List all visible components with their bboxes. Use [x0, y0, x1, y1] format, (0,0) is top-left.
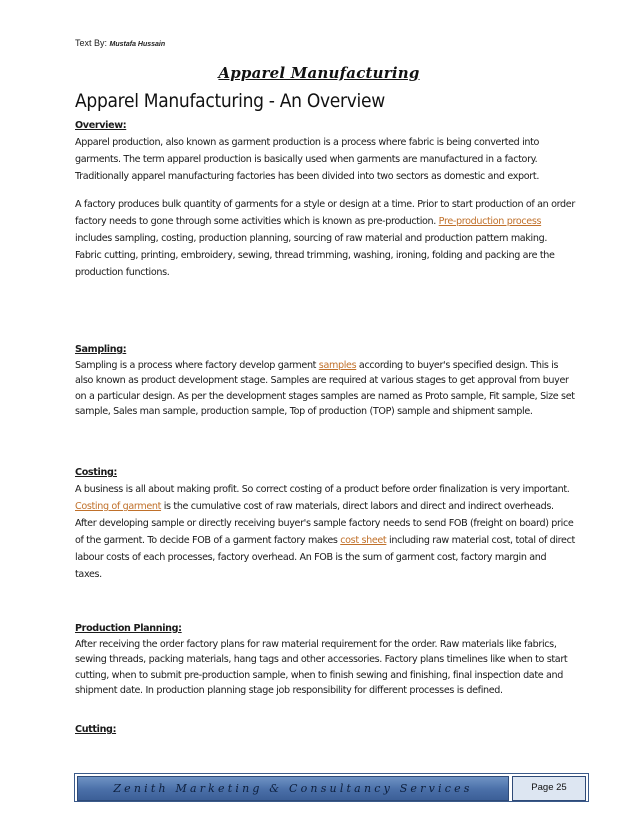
document-title: Apparel Manufacturing — [218, 64, 420, 82]
sampling-text-end: according to buyer's specified design. This is also known as product development stage. Samples are required at various stages to get approval from buyer on a particular design. As per the development stages samples are named as Proto sample, Fit sample, Size set sample, Sales man sample, production sample, Top of production (TOP) sample and shipment sample. — [75, 359, 575, 417]
cutting-heading: Cutting: — [75, 724, 117, 735]
overview-p2-end: includes sampling, costing, production planning, sourcing of raw material and production pattern making. Fabric cutting, printing, embroidery, sewing, thread trimming, washing, ironing, folding and packing are the production functions. — [75, 233, 555, 278]
planning-paragraph: After receiving the order factory plans for raw material requirement for the order. Raw materials like fabrics, sewing threads, packing materials, hang tags and other accessories. Factory plans timelines like when to start cutting, when to submit pre-production sample, when to finish sewing and finishing, final inspection date and shipment date. In production planning stage job responsibility for different processes is defined. — [75, 638, 568, 696]
header-prefix: Text By: — [75, 38, 108, 48]
costing-text-c: including raw material cost, total of direct labour costs of each processes, factory overhead. An FOB is the sum of garment cost, factory margin and taxes. — [75, 535, 575, 580]
footer-company-name: Zenith Marketing & Consultancy Services — [113, 782, 473, 795]
overview-paragraph-2 — [75, 196, 575, 281]
section-title: Apparel Manufacturing - An Overview — [75, 90, 385, 112]
header-author: Mustafa Hussain — [109, 41, 166, 48]
footer-company-band — [77, 776, 509, 801]
overview-paragraph-1: Apparel production, also known as garment production is a process where fabric is being converted into garments. The term apparel production is basically used when garments are manufactured in a factory. Traditionally apparel manufacturing factories has been divided into two sectors as domestic and export. — [75, 137, 540, 182]
overview-section — [75, 117, 575, 281]
cutting-section — [75, 721, 575, 738]
overview-heading: Overview: — [75, 120, 127, 131]
planning-heading: Production Planning: — [75, 623, 182, 634]
sampling-section — [75, 342, 575, 420]
sampling-heading: Sampling: — [75, 344, 127, 355]
costing-text-a: A business is all about making profit. So correct costing of a product before order finalization is very important. — [75, 484, 570, 495]
planning-section — [75, 621, 575, 699]
page-header — [75, 38, 165, 48]
sampling-paragraph — [75, 358, 575, 420]
page-footer — [74, 773, 589, 802]
costing-section — [75, 464, 575, 583]
costing-of-garment-link[interactable]: Costing of garment — [75, 501, 162, 512]
pre-production-link[interactable]: Pre-production process — [438, 216, 542, 227]
page-number: Page 25 — [531, 782, 567, 793]
sampling-text-start: Sampling is a process where factory develop garment — [75, 359, 319, 371]
costing-text-b: is the cumulative cost of raw materials, direct labors and direct and indirect overheads. After developing sample or directly receiving buyer's sample factory needs to send FOB (freight on board) price of the garment. To decide FOB of a garment factory makes — [75, 501, 574, 546]
samples-link[interactable]: samples — [318, 359, 357, 371]
footer-page-box — [512, 776, 586, 801]
overview-p2-start: A factory produces bulk quantity of garments for a style or design at a time. Prior to start production of an order factory needs to gone through some activities which is known as pre-production. — [75, 199, 575, 227]
costing-paragraph — [75, 481, 575, 583]
cost-sheet-link[interactable]: cost sheet — [340, 535, 387, 546]
costing-heading: Costing: — [75, 467, 117, 478]
